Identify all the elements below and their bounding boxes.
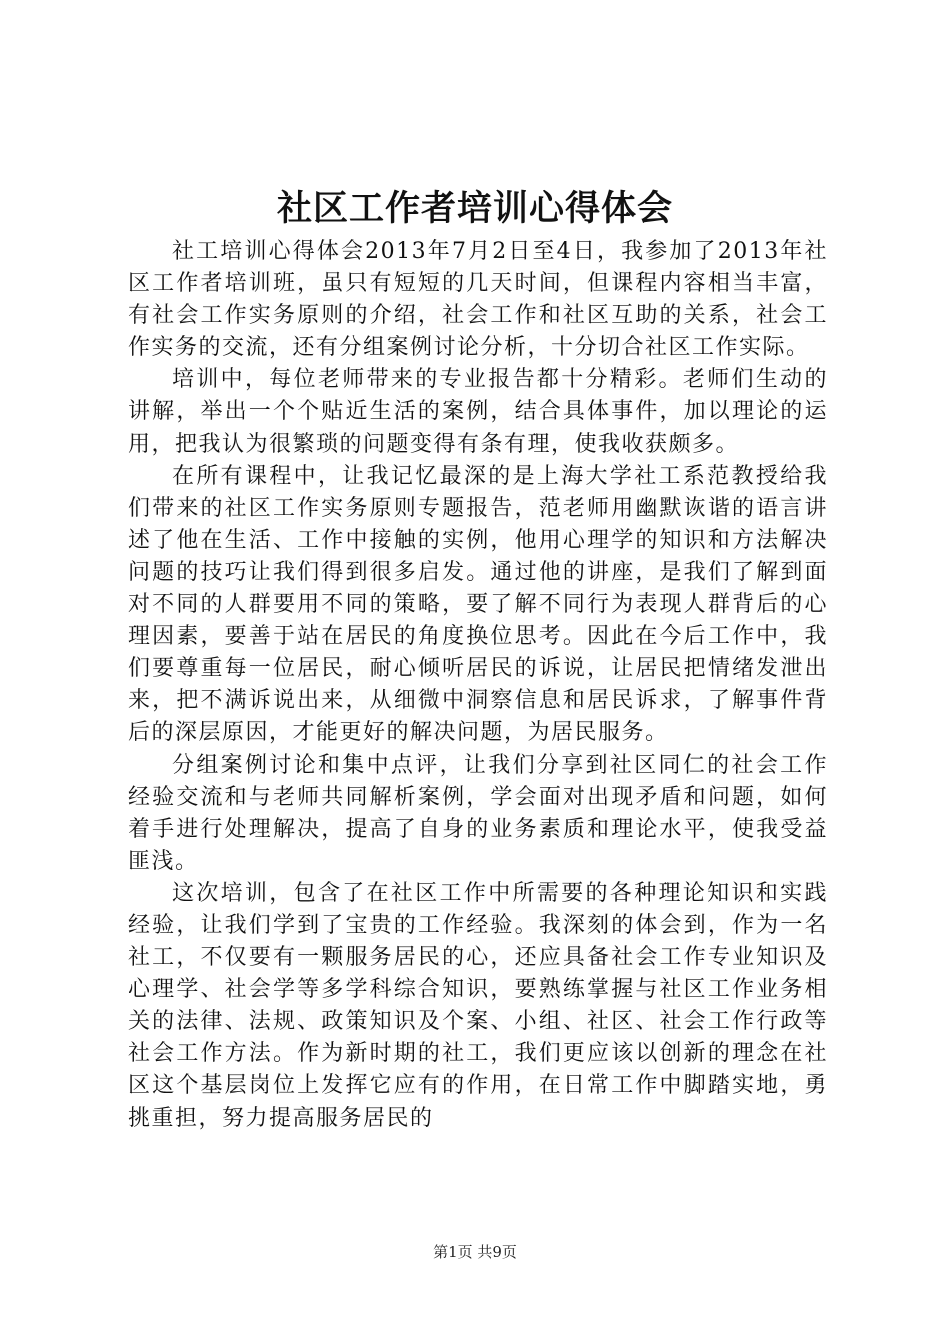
document-title: 社区工作者培训心得体会 — [276, 188, 673, 229]
paragraph-1: 社工培训心得体会2013年7月2日至4日，我参加了2013年社区工作者培训班，虽只有短短的几天时间，但课程内容相当丰富，有社会工作实务原则的介绍，社会工作和社区互助的关系，社会工作实务的交流，还有分组案例讨论分析，十分切合社区工作实际。 — [128, 239, 828, 361]
document-body — [128, 236, 828, 1135]
paragraph-2: 培训中，每位老师带来的专业报告都十分精彩。老师们生动的讲解，举出一个个贴近生活的案例，结合具体事件，加以理论的运用，把我认为很繁琐的问题变得有条有理，使我收获颇多。 — [128, 367, 828, 457]
page-number-footer: 第1页 共9页 — [433, 1243, 517, 1261]
paragraph-5: 这次培训，包含了在社区工作中所需要的各种理论知识和实践经验，让我们学到了宝贵的工作经验。我深刻的体会到，作为一名社工，不仅要有一颗服务居民的心，还应具备社会工作专业知识及心理学、社会学等多学科综合知识，要熟练掌握与社区工作业务相关的法律、法规、政策知识及个案、小组、社区、社会工作行政等社会工作方法。作为新时期的社工，我们更应该以创新的理念在社区这个基层岗位上发挥它应有的作用，在日常工作中脚踏实地，勇挑重担，努力提高服务居民的 — [128, 880, 828, 1131]
paragraph-3: 在所有课程中，让我记忆最深的是上海大学社工系范教授给我们带来的社区工作实务原则专题报告，范老师用幽默诙谐的语言讲述了他在生活、工作中接触的实例，他用心理学的知识和方法解决问题的技巧让我们得到很多启发。通过他的讲座，是我们了解到面对不同的人群要用不同的策略，要了解不同行为表现人群背后的心理因素，要善于站在居民的角度换位思考。因此在今后工作中，我们要尊重每一位居民，耐心倾听居民的诉说，让居民把情绪发泄出来，把不满诉说出来，从细微中洞察信息和居民诉求，了解事件背后的深层原因，才能更好的解决问题，为居民服务。 — [128, 463, 828, 746]
paragraph-4: 分组案例讨论和集中点评，让我们分享到社区同仁的社会工作经验交流和与老师共同解析案例，学会面对出现矛盾和问题，如何着手进行处理解决，提高了自身的业务素质和理论水平，使我受益匪浅。 — [128, 752, 828, 874]
